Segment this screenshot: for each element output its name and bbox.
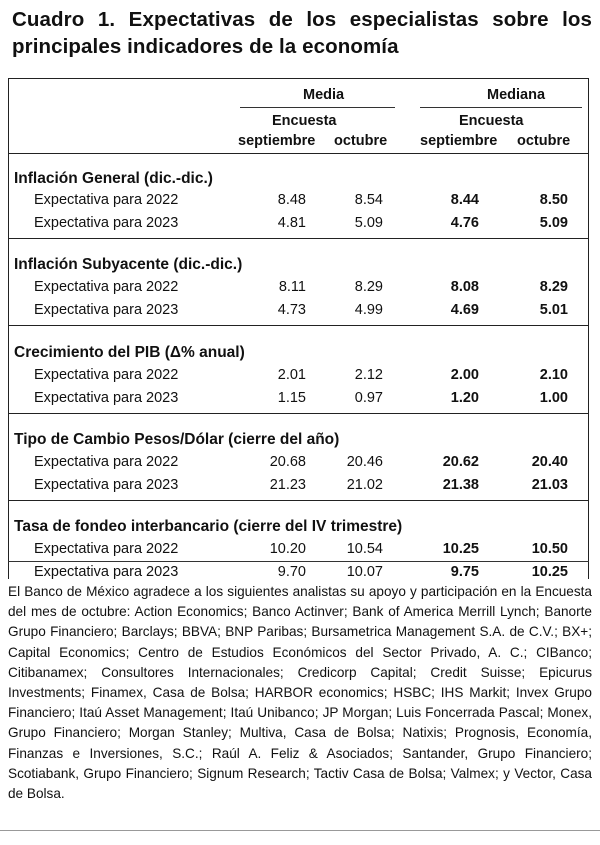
cell-media-sep: 21.23 (269, 477, 306, 493)
cell-mediana-oct: 5.01 (539, 302, 568, 318)
section-title: Tasa de fondeo interbancario (cierre del IV trimestre) (14, 518, 403, 535)
cell-media-sep: 8.11 (278, 279, 306, 295)
row-label: Expectativa para 2023 (34, 390, 179, 406)
cell-media-oct: 8.54 (354, 192, 383, 208)
header-media: Media (303, 87, 345, 103)
cell-mediana-sep: 4.69 (450, 302, 479, 318)
title-line-2: principales indicadores de la economía (12, 35, 399, 58)
cell-media-oct: 8.29 (354, 279, 383, 295)
cell-mediana-oct: 8.29 (539, 279, 568, 295)
cell-mediana-oct: 2.10 (539, 367, 568, 383)
cell-media-oct: 10.54 (346, 541, 383, 557)
row-label: Expectativa para 2023 (34, 215, 179, 231)
cell-mediana-sep: 1.20 (450, 390, 479, 406)
bottom-divider (0, 830, 600, 831)
cell-media-sep: 4.81 (277, 215, 306, 231)
cell-mediana-oct: 10.50 (531, 541, 568, 557)
header-col-media-oct: octubre (334, 133, 388, 149)
cell-mediana-sep: 2.00 (450, 367, 479, 383)
cell-mediana-sep: 20.62 (442, 454, 479, 470)
section-divider (8, 325, 589, 326)
row-divider (8, 561, 589, 562)
cell-media-sep: 1.15 (277, 390, 306, 406)
cell-media-oct: 0.97 (354, 390, 383, 406)
section-title: Inflación Subyacente (dic.-dic.) (14, 256, 243, 273)
header-col-mediana-sep: septiembre (420, 133, 498, 149)
cell-mediana-sep: 4.76 (450, 215, 479, 231)
media-underline (240, 107, 395, 108)
cell-media-oct: 10.07 (346, 564, 383, 580)
cell-media-oct: 21.02 (346, 477, 383, 493)
row-label: Expectativa para 2023 (34, 302, 179, 318)
header-col-media-sep: septiembre (238, 133, 316, 149)
row-label: Expectativa para 2022 (34, 541, 179, 557)
section-divider (8, 238, 589, 239)
cell-mediana-oct: 1.00 (539, 390, 568, 406)
cell-mediana-oct: 20.40 (531, 454, 568, 470)
cell-mediana-oct: 5.09 (539, 215, 568, 231)
cell-mediana-sep: 8.44 (450, 192, 479, 208)
header-divider (8, 153, 589, 154)
cell-media-sep: 10.20 (269, 541, 306, 557)
cell-media-sep: 4.73 (277, 302, 306, 318)
section-title: Tipo de Cambio Pesos/Dólar (cierre del año) (14, 431, 340, 448)
row-label: Expectativa para 2022 (34, 367, 179, 383)
cell-media-oct: 5.09 (354, 215, 383, 231)
cell-mediana-oct: 8.50 (539, 192, 568, 208)
cell-media-sep: 2.01 (277, 367, 306, 383)
header-col-mediana-oct: octubre (517, 133, 571, 149)
header-mediana: Mediana (487, 87, 546, 103)
cell-media-oct: 4.99 (354, 302, 383, 318)
cell-mediana-sep: 9.75 (450, 564, 479, 580)
cell-media-oct: 2.12 (354, 367, 383, 383)
cell-mediana-oct: 10.25 (531, 564, 568, 580)
row-label: Expectativa para 2022 (34, 192, 179, 208)
section-divider (8, 500, 589, 501)
cell-media-sep: 8.48 (277, 192, 306, 208)
section-title: Crecimiento del PIB (Δ% anual) (14, 344, 245, 361)
row-label: Expectativa para 2022 (34, 279, 179, 295)
title-line-1: Cuadro 1. Expectativas de los especialistas sobre los (12, 8, 592, 31)
cell-mediana-sep: 10.25 (442, 541, 479, 557)
section-title: Inflación General (dic.-dic.) (14, 170, 213, 187)
cell-mediana-sep: 21.38 (442, 477, 479, 493)
row-label: Expectativa para 2023 (34, 564, 179, 580)
cell-media-sep: 9.70 (277, 564, 306, 580)
header-encuesta-media: Encuesta (272, 113, 337, 129)
cell-media-sep: 20.68 (269, 454, 306, 470)
cell-mediana-oct: 21.03 (531, 477, 568, 493)
footnote: El Banco de México agradece a los siguientes analistas su apoyo y participación en la Encuesta del mes de octubre: Action Economics; Banco Actinver; Bank of America Merrill Lynch; Banorte Grupo Financiero; Barclays; BBVA; BNP Paribas; Bursametrica Management S.A. de C.V.; BX+; Capital Economics; Centro de Estudios Económicos del Sector Privado, A. C.; CIBanco; Citibanamex; Consultores Internacionales; Credicorp Capital; Credit Suisse; Epicurus Investments; Finamex, Casa de Bolsa; HARBOR economics; HSBC; IHS Markit; Invex Grupo Financiero; Itaú Asset Management; Itaú Unibanco; JP Morgan; Luis Foncerrada Pascal; Monex, Grupo Financiero; Morgan Stanley; Multiva, Casa de Bolsa; Natixis; Prognosis, Economía, Finanzas e Inversiones, S.C.; Raúl A. Feliz & Asociados; Santander, Grupo Financiero; Scotiabank, Grupo Financiero; Signum Research; Tactiv Casa de Bolsa; Valmex; y Vector, Casa de Bolsa. (8, 584, 592, 802)
page-title (12, 6, 592, 60)
section-divider (8, 413, 589, 414)
mediana-underline (420, 107, 582, 108)
row-label: Expectativa para 2023 (34, 477, 179, 493)
row-label: Expectativa para 2022 (34, 454, 179, 470)
header-encuesta-mediana: Encuesta (459, 113, 524, 129)
cell-media-oct: 20.46 (346, 454, 383, 470)
cell-mediana-sep: 8.08 (450, 279, 479, 295)
